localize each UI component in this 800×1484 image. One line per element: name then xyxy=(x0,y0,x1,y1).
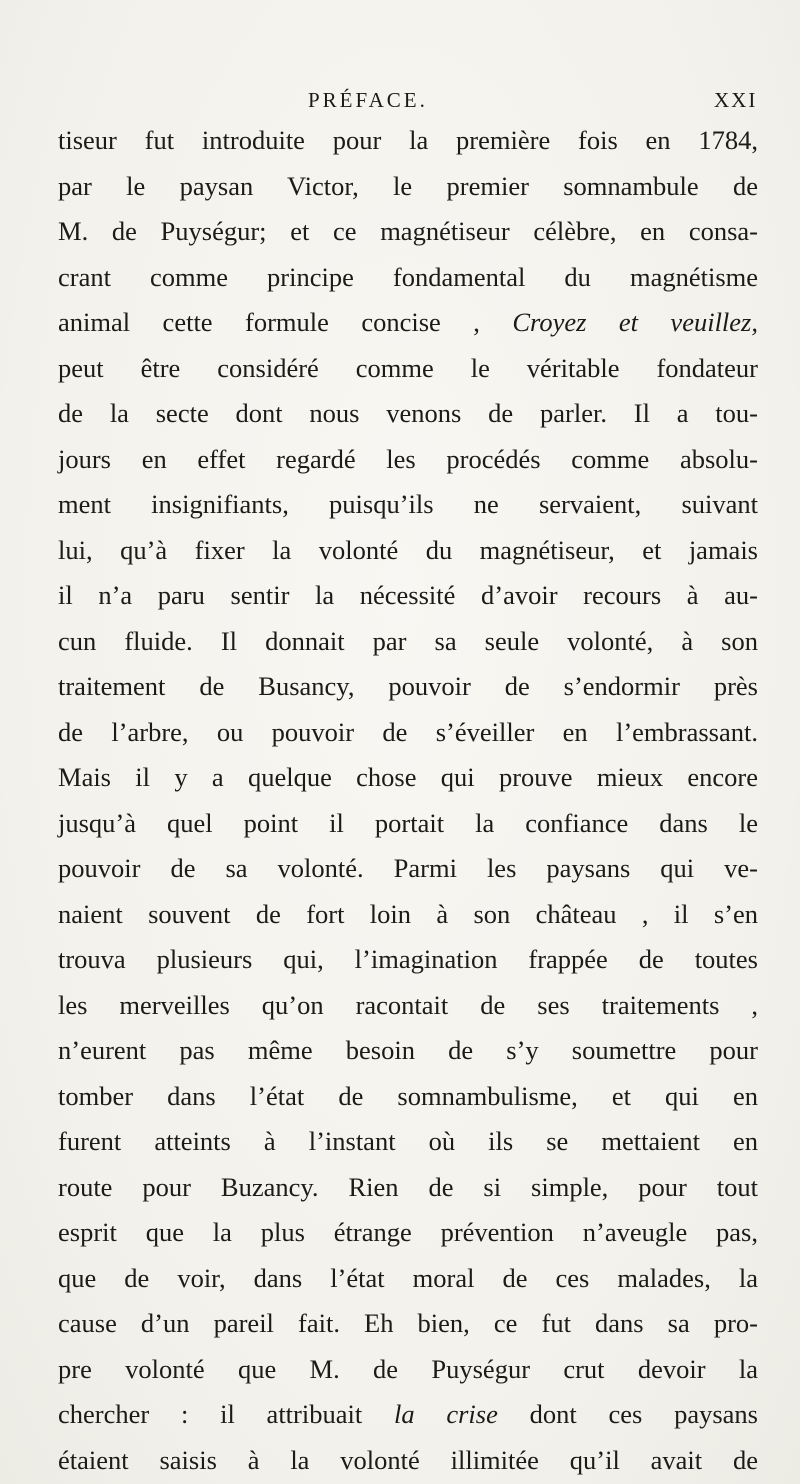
text-line xyxy=(58,118,758,164)
text-segment: ment insignifiants, puisqu’ils ne servaient, suivant xyxy=(58,489,758,519)
text-segment: esprit que la plus étrange prévention n’aveugle pas, xyxy=(58,1217,758,1247)
text-line xyxy=(58,1347,758,1393)
body-text xyxy=(58,118,758,1483)
text-segment: de la secte dont nous venons de parler. Il a tou- xyxy=(58,398,758,428)
text-segment: pre volonté que M. de Puységur crut devoir la xyxy=(58,1353,758,1384)
text-segment: jusqu’à quel point il portait la confiance dans le xyxy=(58,807,758,838)
text-line xyxy=(58,846,758,892)
text-line xyxy=(58,209,758,255)
text-line xyxy=(58,1028,758,1074)
text-segment: furent atteints à l’instant où ils se mettaient en xyxy=(58,1126,758,1156)
italic-segment: Croyez et veuillez, xyxy=(512,307,758,337)
text-segment: tomber dans l’état de somnambulisme, et qui en xyxy=(58,1080,758,1111)
text-line xyxy=(58,755,758,801)
running-head xyxy=(0,88,800,118)
text-segment: lui, qu’à fixer la volonté du magnétiseur, et jamais xyxy=(58,534,758,565)
page-number: XXI xyxy=(714,88,758,112)
text-segment: Mais il y a quelque chose qui prouve mieux encore xyxy=(58,762,758,792)
text-segment: étaient saisis à la volonté illimitée qu’il avait de xyxy=(58,1444,758,1475)
text-line xyxy=(58,1165,758,1211)
text-line xyxy=(58,983,758,1029)
text-segment: crant comme principe fondamental du magnétisme xyxy=(58,261,758,292)
text-line xyxy=(58,255,758,301)
text-segment: de l’arbre, ou pouvoir de s’éveiller en l’embrassant. xyxy=(58,716,758,747)
text-line xyxy=(58,164,758,210)
text-segment: dont ces paysans xyxy=(497,1399,758,1429)
text-segment: n’eurent pas même besoin de s’y soumettre pour xyxy=(58,1035,758,1065)
text-line xyxy=(58,1301,758,1347)
running-title: PRÉFACE. xyxy=(308,88,428,112)
text-line xyxy=(58,528,758,574)
text-segment: par le paysan Victor, le premier somnambule de xyxy=(58,170,758,201)
text-line xyxy=(58,619,758,665)
text-segment: pouvoir de sa volonté. Parmi les paysans qui ve- xyxy=(58,853,758,883)
text-line xyxy=(58,937,758,983)
text-segment: trouva plusieurs qui, l’imagination frappée de toutes xyxy=(58,944,758,974)
text-line xyxy=(58,664,758,710)
text-segment: route pour Buzancy. Rien de si simple, pour tout xyxy=(58,1171,758,1202)
text-line xyxy=(58,1392,758,1438)
text-segment: peut être considéré comme le véritable fondateur xyxy=(58,352,758,383)
text-segment: cun fluide. Il donnait par sa seule volonté, à son xyxy=(58,625,758,656)
text-segment: cause d’un pareil fait. Eh bien, ce fut dans sa pro- xyxy=(58,1308,758,1338)
text-line xyxy=(58,300,758,346)
text-line xyxy=(58,892,758,938)
text-line xyxy=(58,573,758,619)
text-segment: traitement de Busancy, pouvoir de s’endormir près xyxy=(58,671,758,701)
text-line xyxy=(58,1256,758,1302)
text-line xyxy=(58,801,758,847)
text-line xyxy=(58,482,758,528)
text-line xyxy=(58,1074,758,1120)
text-line xyxy=(58,710,758,756)
text-line xyxy=(58,1438,758,1484)
italic-segment: la crise xyxy=(393,1399,498,1429)
text-segment: jours en effet regardé les procédés comme absolu- xyxy=(58,443,758,474)
text-line xyxy=(58,1210,758,1256)
text-segment: chercher : il attribuait xyxy=(58,1399,394,1429)
text-segment: animal cette formule concise , xyxy=(58,307,513,337)
text-segment: il n’a paru sentir la nécessité d’avoir recours à au- xyxy=(58,580,758,610)
text-segment: M. de Puységur; et ce magnétiseur célèbre, en consa- xyxy=(58,216,758,246)
text-segment: les merveilles qu’on racontait de ses traitements , xyxy=(58,989,758,1020)
text-line xyxy=(58,437,758,483)
text-line xyxy=(58,391,758,437)
text-segment: naient souvent de fort loin à son château , il s’en xyxy=(58,898,758,929)
text-segment: tiseur fut introduite pour la première fois en 1784, xyxy=(58,125,758,155)
text-segment: que de voir, dans l’état moral de ces malades, la xyxy=(58,1262,758,1293)
text-line xyxy=(58,346,758,392)
text-line xyxy=(58,1119,758,1165)
